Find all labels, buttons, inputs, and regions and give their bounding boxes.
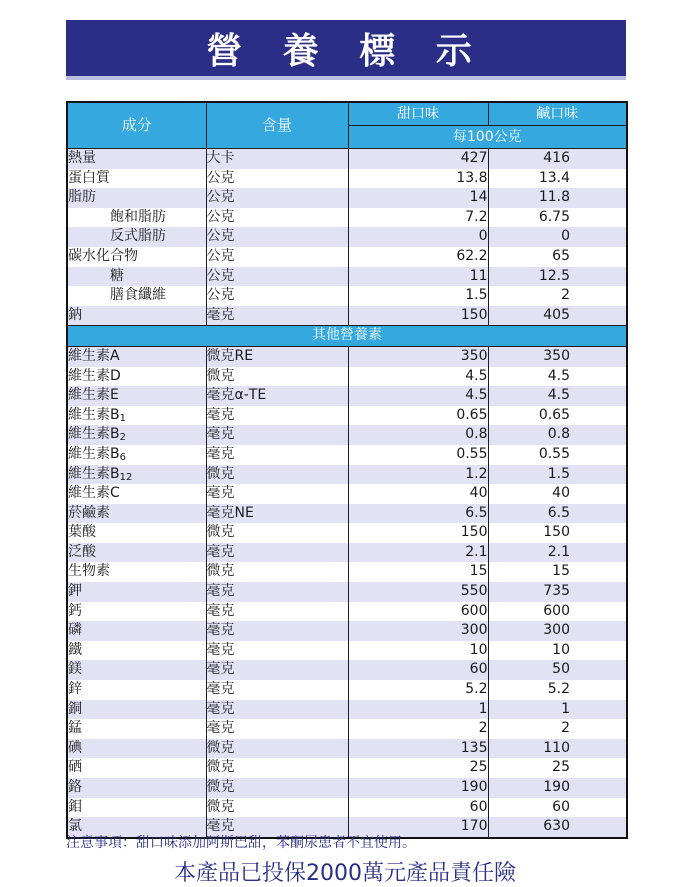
nutrient-name-cell — [67, 346, 206, 366]
nutrient-unit: 毫克 — [206, 700, 348, 720]
table-row — [67, 286, 627, 306]
nutrient-name: 維生素A — [68, 347, 120, 364]
other-nutrients — [67, 346, 627, 837]
salty-value: 300 — [488, 621, 627, 641]
nutrient-unit: 毫克 — [206, 484, 348, 504]
nutrient-unit: 毫克 — [206, 306, 348, 326]
nutrient-name: 鈉 — [67, 306, 206, 326]
salty-value: 4.5 — [488, 386, 627, 406]
nutrient-name: 氯 — [68, 818, 82, 835]
sweet-value: 300 — [348, 621, 488, 641]
salty-value: 150 — [488, 523, 627, 543]
nutrient-name-cell — [67, 582, 206, 602]
nutrient-name: 硒 — [68, 759, 82, 776]
header-ingredient: 成分 — [67, 102, 206, 149]
nutrient-unit: 大卡 — [206, 149, 348, 169]
table-row — [67, 739, 627, 759]
header-salty: 鹹口味 — [488, 102, 627, 126]
section-other-nutrients: 其他營養素 — [67, 326, 627, 347]
sweet-value: 1 — [348, 700, 488, 720]
nutrient-name: 菸鹼素 — [68, 504, 110, 521]
sweet-value: 0.8 — [348, 425, 488, 445]
sweet-value: 2 — [348, 719, 488, 739]
page-title: 營 養 標 示 — [206, 30, 486, 72]
caution-note: 注意事項：甜口味添加阿斯巴甜，苯酮尿患者不宜使用。 — [66, 835, 416, 851]
salty-value: 2 — [488, 719, 627, 739]
sweet-value: 40 — [348, 484, 488, 504]
salty-value: 12.5 — [488, 267, 627, 287]
table-row — [67, 306, 627, 326]
nutrient-name: 飽和脂肪 — [67, 208, 206, 228]
nutrient-name: 鐵 — [68, 641, 82, 658]
sweet-value: 2.1 — [348, 543, 488, 563]
table-row — [67, 484, 627, 504]
table-row — [67, 386, 627, 406]
sweet-value: 1.2 — [348, 465, 488, 485]
table-row — [67, 719, 627, 739]
table-row — [67, 247, 627, 267]
sweet-value: 62.2 — [348, 247, 488, 267]
table-row — [67, 425, 627, 445]
nutrient-unit: 公克 — [206, 286, 348, 306]
header-unit: 含量 — [206, 102, 348, 149]
salty-value: 50 — [488, 660, 627, 680]
salty-value: 405 — [488, 306, 627, 326]
nutrient-unit: 公克 — [206, 267, 348, 287]
nutrient-name-cell — [67, 700, 206, 720]
salty-value: 13.4 — [488, 169, 627, 189]
nutrient-name: 反式脂肪 — [67, 227, 206, 247]
nutrient-name: 糖 — [67, 267, 206, 287]
sweet-value: 0.55 — [348, 445, 488, 465]
nutrient-name-cell — [67, 504, 206, 524]
sweet-value: 427 — [348, 149, 488, 169]
nutrient-name: 鉻 — [68, 779, 82, 795]
salty-value: 15 — [488, 562, 627, 582]
nutrient-unit: 毫克α-TE — [206, 386, 348, 406]
nutrient-unit: 公克 — [206, 227, 348, 247]
nutrition-table — [66, 101, 628, 839]
table-row — [67, 188, 627, 208]
nutrient-unit: 毫克 — [206, 543, 348, 563]
nutrient-name: 蛋白質 — [67, 169, 206, 189]
nutrient-name: 熱量 — [67, 149, 206, 169]
salty-value: 0 — [488, 227, 627, 247]
nutrient-name-cell — [67, 562, 206, 582]
nutrient-name: 維生素B — [68, 406, 120, 423]
nutrient-unit: 毫克 — [206, 425, 348, 445]
salty-value: 10 — [488, 641, 627, 661]
nutrient-unit: 微克 — [206, 367, 348, 387]
nutrient-unit: 微克 — [206, 523, 348, 543]
table-row — [67, 169, 627, 189]
nutrient-name-cell — [67, 543, 206, 563]
nutrient-name: 銅 — [68, 700, 82, 717]
nutrient-subscript: 12 — [119, 471, 133, 483]
nutrient-name-cell — [67, 719, 206, 739]
table-row — [67, 680, 627, 700]
salty-value: 65 — [488, 247, 627, 267]
table-row — [67, 660, 627, 680]
salty-value: 416 — [488, 149, 627, 169]
nutrient-name-cell — [67, 778, 206, 798]
nutrient-name-cell — [67, 465, 206, 485]
salty-value: 190 — [488, 778, 627, 798]
table-row — [67, 602, 627, 622]
nutrient-subscript: 2 — [119, 432, 126, 444]
table-row — [67, 523, 627, 543]
nutrient-unit: 毫克 — [206, 406, 348, 426]
nutrient-unit: 公克 — [206, 188, 348, 208]
sweet-value: 135 — [348, 739, 488, 759]
nutrient-unit: 毫克 — [206, 817, 348, 838]
sweet-value: 1.5 — [348, 286, 488, 306]
nutrient-unit: 微克 — [206, 758, 348, 778]
nutrient-name: 磷 — [68, 622, 82, 639]
sweet-value: 350 — [348, 346, 488, 366]
nutrient-name-cell — [67, 386, 206, 406]
main-nutrients — [67, 149, 627, 326]
nutrient-unit: 毫克 — [206, 602, 348, 622]
nutrient-name-cell — [67, 680, 206, 700]
nutrient-name: 錳 — [68, 720, 82, 737]
table-row — [67, 798, 627, 818]
salty-value: 40 — [488, 484, 627, 504]
nutrient-unit: 毫克 — [206, 719, 348, 739]
sweet-value: 60 — [348, 798, 488, 818]
nutrient-unit: 公克 — [206, 208, 348, 228]
table-row — [67, 700, 627, 720]
nutrient-name: 鉀 — [68, 583, 82, 600]
nutrient-name-cell — [67, 367, 206, 387]
sweet-value: 6.5 — [348, 504, 488, 524]
table-row — [67, 346, 627, 366]
salty-value: 630 — [488, 817, 627, 838]
nutrient-name-cell — [67, 425, 206, 445]
table-row — [67, 621, 627, 641]
salty-value: 350 — [488, 346, 627, 366]
nutrient-unit: 毫克 — [206, 680, 348, 700]
sweet-value: 5.2 — [348, 680, 488, 700]
salty-value: 110 — [488, 739, 627, 759]
table-row — [67, 778, 627, 798]
sweet-value: 190 — [348, 778, 488, 798]
nutrient-name: 碘 — [68, 739, 82, 756]
sweet-value: 150 — [348, 523, 488, 543]
salty-value: 60 — [488, 798, 627, 818]
table-row — [67, 208, 627, 228]
nutrient-name: 葉酸 — [68, 524, 96, 541]
table-row — [67, 149, 627, 169]
sweet-value: 0.65 — [348, 406, 488, 426]
nutrient-name-cell — [67, 602, 206, 622]
salty-value: 0.55 — [488, 445, 627, 465]
nutrient-unit: 毫克 — [206, 582, 348, 602]
sweet-value: 600 — [348, 602, 488, 622]
sweet-value: 4.5 — [348, 367, 488, 387]
nutrient-unit: 微克 — [206, 798, 348, 818]
nutrient-unit: 微克 — [206, 739, 348, 759]
nutrient-name: 膳食纖維 — [67, 286, 206, 306]
sweet-value: 170 — [348, 817, 488, 838]
sweet-value: 25 — [348, 758, 488, 778]
salty-value: 1 — [488, 700, 627, 720]
header-per-basis: 每100公克 — [348, 126, 627, 149]
nutrient-name-cell — [67, 484, 206, 504]
nutrient-name: 生物素 — [68, 563, 110, 580]
nutrient-name: 鈣 — [68, 602, 82, 619]
salty-value: 1.5 — [488, 465, 627, 485]
salty-value: 11.8 — [488, 188, 627, 208]
sweet-value: 14 — [348, 188, 488, 208]
table-row — [67, 367, 627, 387]
sweet-value: 13.8 — [348, 169, 488, 189]
table-row — [67, 267, 627, 287]
sweet-value: 7.2 — [348, 208, 488, 228]
header-sweet: 甜口味 — [348, 102, 488, 126]
sweet-value: 10 — [348, 641, 488, 661]
nutrient-subscript: 6 — [119, 451, 126, 463]
salty-value: 6.75 — [488, 208, 627, 228]
nutrient-subscript: 1 — [119, 412, 126, 424]
nutrient-unit: 微克 — [206, 778, 348, 798]
salty-value: 2 — [488, 286, 627, 306]
nutrient-name: 碳水化合物 — [67, 247, 206, 267]
table-row — [67, 406, 627, 426]
nutrient-name-cell — [67, 621, 206, 641]
sweet-value: 15 — [348, 562, 488, 582]
sweet-value: 550 — [348, 582, 488, 602]
liability-insurance-statement: 本產品已投保2000萬元產品責任險 — [174, 861, 516, 886]
salty-value: 735 — [488, 582, 627, 602]
nutrient-name: 維生素C — [68, 485, 120, 502]
table-row — [67, 227, 627, 247]
nutrient-name-cell — [67, 523, 206, 543]
table-row — [67, 758, 627, 778]
salty-value: 25 — [488, 758, 627, 778]
salty-value: 2.1 — [488, 543, 627, 563]
table-row — [67, 543, 627, 563]
nutrient-name-cell — [67, 406, 206, 426]
table-row — [67, 562, 627, 582]
nutrient-name-cell — [67, 798, 206, 818]
nutrient-name: 脂肪 — [67, 188, 206, 208]
nutrient-name: 維生素B — [68, 465, 120, 482]
nutrient-unit: 毫克NE — [206, 504, 348, 524]
table-row — [67, 465, 627, 485]
title-banner — [66, 20, 626, 80]
nutrient-name-cell — [67, 758, 206, 778]
salty-value: 0.8 — [488, 425, 627, 445]
table-row — [67, 582, 627, 602]
nutrient-unit: 毫克 — [206, 641, 348, 661]
salty-value: 4.5 — [488, 367, 627, 387]
sweet-value: 60 — [348, 660, 488, 680]
nutrient-unit: 微克 — [206, 562, 348, 582]
sweet-value: 4.5 — [348, 386, 488, 406]
nutrient-name: 維生素D — [68, 367, 121, 384]
nutrient-name-cell — [67, 641, 206, 661]
table-row — [67, 445, 627, 465]
nutrient-name: 維生素B — [68, 445, 120, 462]
nutrient-unit: 公克 — [206, 247, 348, 267]
nutrient-name-cell — [67, 739, 206, 759]
nutrient-name-cell — [67, 660, 206, 680]
nutrient-unit: 公克 — [206, 169, 348, 189]
nutrient-unit: 毫克 — [206, 660, 348, 680]
sweet-value: 11 — [348, 267, 488, 287]
nutrient-name: 維生素E — [68, 387, 119, 404]
nutrient-name: 鋅 — [68, 681, 82, 698]
salty-value: 5.2 — [488, 680, 627, 700]
salty-value: 6.5 — [488, 504, 627, 524]
sweet-value: 0 — [348, 227, 488, 247]
nutrient-unit: 微克RE — [206, 346, 348, 366]
salty-value: 600 — [488, 602, 627, 622]
table-row — [67, 641, 627, 661]
nutrient-name: 鎂 — [68, 661, 82, 678]
nutrient-name-cell — [67, 445, 206, 465]
sweet-value: 150 — [348, 306, 488, 326]
nutrient-name: 維生素B — [68, 426, 120, 443]
nutrient-name: 鉬 — [68, 798, 82, 815]
nutrient-unit: 毫克 — [206, 445, 348, 465]
nutrient-unit: 微克 — [206, 465, 348, 485]
nutrient-name: 泛酸 — [68, 543, 96, 560]
nutrient-unit: 毫克 — [206, 621, 348, 641]
salty-value: 0.65 — [488, 406, 627, 426]
table-row — [67, 504, 627, 524]
